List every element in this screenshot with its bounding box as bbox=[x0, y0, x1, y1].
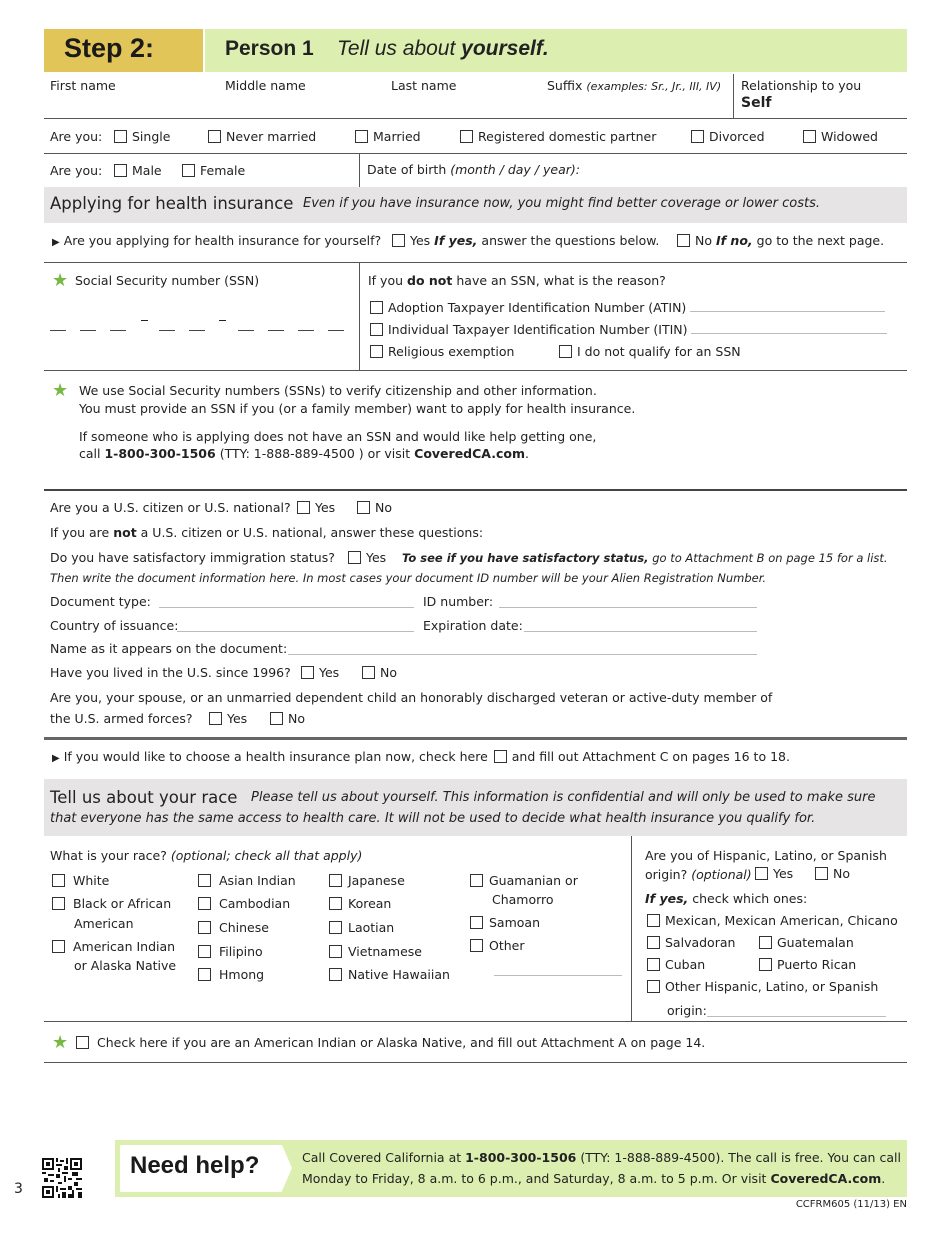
need-help-arrow bbox=[282, 1145, 292, 1191]
help-period: . bbox=[881, 1171, 886, 1186]
if-no-text: If no, bbox=[715, 233, 753, 248]
single-label: Single bbox=[132, 129, 171, 144]
veteran-no-checkbox[interactable] bbox=[270, 712, 283, 725]
korean-checkbox[interactable] bbox=[329, 897, 342, 910]
divorced-label: Divorced bbox=[709, 129, 765, 144]
if-no-rest: go to the next page. bbox=[756, 233, 885, 248]
hispanic-salvadoran[interactable] bbox=[647, 935, 735, 950]
marital-single[interactable] bbox=[114, 129, 170, 144]
domestic-partner-checkbox[interactable] bbox=[460, 130, 473, 143]
suffix-text: Suffix bbox=[547, 78, 583, 93]
applying-no-label: No bbox=[695, 233, 712, 248]
atin-option[interactable] bbox=[370, 300, 885, 315]
female-checkbox[interactable] bbox=[182, 164, 195, 177]
race-question bbox=[50, 848, 362, 863]
need-help-label: Need help? bbox=[130, 1152, 260, 1179]
race-chinese[interactable] bbox=[198, 920, 269, 935]
marital-divorced[interactable] bbox=[691, 129, 765, 144]
step-label: Step 2: bbox=[64, 33, 155, 63]
veteran-yes[interactable] bbox=[209, 711, 247, 726]
hispanic-yes-checkbox[interactable] bbox=[755, 867, 768, 880]
help-phone: 1-800-300-1506 bbox=[465, 1150, 577, 1165]
race-black-2: American bbox=[74, 916, 134, 931]
citizen-yes-checkbox[interactable] bbox=[297, 501, 310, 514]
dob-text: Date of birth bbox=[367, 162, 447, 177]
never-married-label: Never married bbox=[226, 129, 317, 144]
veteran-yes-checkbox[interactable] bbox=[209, 712, 222, 725]
lived-question: Have you lived in the U.S. since 1996? bbox=[50, 665, 291, 680]
immigration-yes-label: Yes bbox=[366, 550, 387, 565]
star-icon: ★ bbox=[52, 380, 69, 401]
period: . bbox=[524, 446, 529, 461]
laotian-label: Laotian bbox=[348, 920, 395, 935]
veteran-no-label: No bbox=[288, 711, 305, 726]
q2-post: a U.S. citizen or U.S. national, answer these questions: bbox=[140, 525, 484, 540]
person-subtitle bbox=[337, 37, 549, 61]
citizen-yes-label: Yes bbox=[315, 500, 336, 515]
doc-type-field[interactable] bbox=[50, 594, 151, 609]
salvadoran-checkbox[interactable] bbox=[647, 936, 660, 949]
tell-text: Tell us about bbox=[337, 37, 456, 60]
race-question-text: What is your race? bbox=[50, 848, 167, 863]
ssn-label: Social Security number (SSN) bbox=[75, 273, 260, 288]
marital-domestic-partner[interactable] bbox=[460, 129, 656, 144]
widowed-label: Widowed bbox=[821, 129, 878, 144]
dob-label bbox=[367, 162, 580, 177]
asian-indian-label: Asian Indian bbox=[219, 873, 296, 888]
person-label: Person 1 bbox=[225, 37, 314, 60]
single-checkbox[interactable] bbox=[114, 130, 127, 143]
immigration-see bbox=[402, 551, 888, 565]
reason-pre: If you bbox=[368, 273, 404, 288]
help-hours: Monday to Friday, 8 a.m. to 6 p.m., and Saturday, 8 a.m. to 5 p.m. Or visit bbox=[302, 1171, 767, 1186]
name-doc-label: Name as it appears on the document: bbox=[50, 641, 288, 656]
divorced-checkbox[interactable] bbox=[691, 130, 704, 143]
male-label: Male bbox=[132, 163, 162, 178]
asian-indian-checkbox[interactable] bbox=[198, 874, 211, 887]
atin-checkbox[interactable] bbox=[370, 301, 383, 314]
race-black[interactable] bbox=[52, 896, 171, 911]
itin-input[interactable] bbox=[691, 333, 887, 334]
vietnamese-checkbox[interactable] bbox=[329, 945, 342, 958]
widowed-checkbox[interactable] bbox=[803, 130, 816, 143]
doc-type-input[interactable] bbox=[159, 594, 414, 608]
native-hawaiian-label: Native Hawaiian bbox=[348, 967, 450, 982]
star-icon: ★ bbox=[52, 270, 69, 291]
itin-checkbox[interactable] bbox=[370, 323, 383, 336]
veteran-yes-label: Yes bbox=[227, 711, 248, 726]
applying-title: Applying for health insurance bbox=[50, 194, 294, 213]
citizen-no[interactable] bbox=[357, 500, 392, 515]
male-checkbox[interactable] bbox=[114, 164, 127, 177]
cambodian-label: Cambodian bbox=[219, 896, 291, 911]
race-asian-indian[interactable] bbox=[198, 873, 296, 888]
other-hispanic-label: Other Hispanic, Latino, or Spanish bbox=[665, 979, 879, 994]
black-checkbox[interactable] bbox=[52, 897, 65, 910]
relationship-value: Self bbox=[741, 95, 772, 111]
hispanic-origin: origin? bbox=[645, 867, 688, 882]
person-header bbox=[205, 29, 907, 72]
guamanian-label: Guamanian or bbox=[489, 873, 578, 888]
race-aian[interactable] bbox=[52, 939, 175, 954]
ssn-note-line1: We use Social Security numbers (SSNs) to verify citizenship and other information. bbox=[79, 383, 597, 398]
black-label: Black or African bbox=[73, 896, 172, 911]
aian-attachment-checkbox[interactable] bbox=[76, 1036, 89, 1049]
citizen-question: Are you a U.S. citizen or U.S. national? bbox=[50, 500, 291, 515]
guamanian-checkbox[interactable] bbox=[470, 874, 483, 887]
hispanic-origin-label: origin: bbox=[667, 1003, 707, 1018]
lived-no-label: No bbox=[380, 665, 397, 680]
cuban-label: Cuban bbox=[665, 957, 706, 972]
filipino-checkbox[interactable] bbox=[198, 945, 211, 958]
see-status: To see if you have satisfactory status, bbox=[402, 551, 649, 565]
form-id: CCFRM605 (11/13) EN bbox=[795, 1199, 907, 1210]
mexican-label: Mexican, Mexican American, Chicano bbox=[665, 913, 898, 928]
veteran-question-line2: the U.S. armed forces? bbox=[50, 711, 193, 726]
site-link[interactable]: CoveredCA.com bbox=[414, 446, 525, 461]
guatemalan-checkbox[interactable] bbox=[759, 936, 772, 949]
plan-post: and fill out Attachment C on pages 16 to 18. bbox=[511, 749, 790, 764]
samoan-label: Samoan bbox=[489, 915, 541, 930]
lived-no-checkbox[interactable] bbox=[362, 666, 375, 679]
religious-label: Religious exemption bbox=[388, 344, 515, 359]
plan-row bbox=[52, 749, 790, 764]
suffix-label bbox=[547, 78, 721, 93]
lived-yes-label: Yes bbox=[319, 665, 340, 680]
veteran-question-line1: Are you, your spouse, or an unmarried dependent child an honorably discharged veteran or active-duty member of bbox=[50, 690, 773, 705]
hispanic-no-label: No bbox=[833, 866, 850, 881]
help-text-line1 bbox=[302, 1150, 901, 1165]
lived-yes-checkbox[interactable] bbox=[301, 666, 314, 679]
atin-input[interactable] bbox=[690, 311, 885, 312]
mexican-checkbox[interactable] bbox=[647, 914, 660, 927]
race-aian-2: or Alaska Native bbox=[74, 958, 177, 973]
star-icon: ★ bbox=[52, 1032, 69, 1053]
see-status-rest: go to Attachment B on page 15 for a list. bbox=[652, 551, 888, 565]
qr-code-icon bbox=[42, 1158, 82, 1198]
puerto-rican-checkbox[interactable] bbox=[759, 958, 772, 971]
relationship-label: Relationship to you bbox=[741, 78, 862, 93]
hispanic-no-checkbox[interactable] bbox=[815, 867, 828, 880]
applying-no-checkbox[interactable] bbox=[677, 234, 690, 247]
itin-label: Individual Taxpayer Identification Number (ITIN) bbox=[388, 322, 688, 337]
japanese-checkbox[interactable] bbox=[329, 874, 342, 887]
race-other[interactable] bbox=[470, 938, 525, 953]
citizen-no-label: No bbox=[375, 500, 392, 515]
domestic-partner-label: Registered domestic partner bbox=[478, 129, 657, 144]
chinese-label: Chinese bbox=[219, 920, 269, 935]
hmong-label: Hmong bbox=[219, 967, 265, 982]
triangle-icon: ▶ bbox=[52, 753, 60, 764]
religious-checkbox[interactable] bbox=[370, 345, 383, 358]
itin-option[interactable] bbox=[370, 322, 887, 337]
help-text-line2 bbox=[302, 1171, 885, 1186]
plan-checkbox[interactable] bbox=[494, 750, 507, 763]
triangle-icon: ▶ bbox=[52, 237, 60, 248]
samoan-checkbox[interactable] bbox=[470, 916, 483, 929]
hispanic-question-1: Are you of Hispanic, Latino, or Spanish bbox=[645, 848, 887, 863]
race-guamanian[interactable] bbox=[470, 873, 578, 888]
atin-label: Adoption Taxpayer Identification Number (ATIN) bbox=[388, 300, 687, 315]
applying-yes-label: Yes bbox=[410, 233, 431, 248]
country-label: Country of issuance: bbox=[50, 618, 179, 633]
not-qualify-checkbox[interactable] bbox=[559, 345, 572, 358]
applying-yes[interactable] bbox=[392, 233, 659, 248]
ssn-note-line3: If someone who is applying does not have an SSN and would like help getting one, bbox=[79, 429, 597, 444]
call-text: call bbox=[79, 446, 101, 461]
doc-type-label: Document type: bbox=[50, 594, 151, 609]
hispanic-question-2 bbox=[645, 867, 752, 882]
race-guamanian-2: Chamorro bbox=[492, 892, 554, 907]
citizen-no-checkbox[interactable] bbox=[357, 501, 370, 514]
id-number-label: ID number: bbox=[423, 594, 494, 609]
veteran-no[interactable] bbox=[270, 711, 305, 726]
race-title: Tell us about your race bbox=[50, 788, 238, 807]
race-japanese[interactable] bbox=[329, 873, 405, 888]
applying-no[interactable] bbox=[677, 233, 884, 248]
salvadoran-label: Salvadoran bbox=[665, 935, 736, 950]
race-samoan[interactable] bbox=[470, 915, 540, 930]
hispanic-if-yes bbox=[645, 891, 807, 906]
marital-label: Are you: bbox=[50, 129, 103, 144]
first-name-label: First name bbox=[50, 78, 116, 93]
if-yes-text: If yes, bbox=[434, 233, 478, 248]
race-question-hint: (optional; check all that apply) bbox=[170, 848, 363, 863]
hispanic-puerto-rican[interactable] bbox=[759, 957, 856, 972]
dob-hint: (month / day / year): bbox=[450, 162, 580, 177]
marital-married[interactable] bbox=[355, 129, 421, 144]
marital-never-married[interactable] bbox=[208, 129, 316, 144]
married-label: Married bbox=[373, 129, 421, 144]
hispanic-other[interactable] bbox=[647, 979, 878, 994]
puerto-rican-label: Puerto Rican bbox=[777, 957, 857, 972]
chinese-checkbox[interactable] bbox=[198, 921, 211, 934]
hispanic-origin-input[interactable] bbox=[707, 1003, 886, 1017]
middle-name-label: Middle name bbox=[225, 78, 306, 93]
race-vietnamese[interactable] bbox=[329, 944, 422, 959]
other-race-input[interactable] bbox=[494, 962, 622, 976]
aian-checkbox[interactable] bbox=[52, 940, 65, 953]
hmong-checkbox[interactable] bbox=[198, 968, 211, 981]
other-hispanic-checkbox[interactable] bbox=[647, 980, 660, 993]
q2-bold: not bbox=[113, 525, 137, 540]
native-hawaiian-checkbox[interactable] bbox=[329, 968, 342, 981]
race-laotian[interactable] bbox=[329, 920, 394, 935]
not-qualify-option[interactable] bbox=[559, 344, 741, 359]
other-race-label: Other bbox=[489, 938, 525, 953]
cuban-checkbox[interactable] bbox=[647, 958, 660, 971]
japanese-label: Japanese bbox=[348, 873, 405, 888]
race-hmong[interactable] bbox=[198, 967, 264, 982]
hispanic-if-yes-rest: check which ones: bbox=[692, 891, 808, 906]
id-number-input[interactable] bbox=[499, 594, 757, 608]
aian-attachment[interactable] bbox=[76, 1035, 705, 1050]
ssn-note-line4 bbox=[79, 446, 529, 461]
race-native-hawaiian[interactable] bbox=[329, 967, 450, 982]
applying-question: Are you applying for health insurance for yourself? bbox=[63, 233, 382, 248]
step-badge bbox=[44, 29, 203, 72]
other-race-checkbox[interactable] bbox=[470, 939, 483, 952]
race-filipino[interactable] bbox=[198, 944, 263, 959]
filipino-label: Filipino bbox=[219, 944, 263, 959]
page-number: 3 bbox=[14, 1181, 23, 1197]
ssn-reason-question bbox=[368, 273, 666, 288]
yourself-text: yourself. bbox=[461, 37, 549, 60]
hispanic-mexican[interactable] bbox=[647, 913, 898, 928]
expiration-input[interactable] bbox=[524, 618, 757, 632]
reason-post: have an SSN, what is the reason? bbox=[456, 273, 666, 288]
immigration-question: Do you have satisfactory immigration status? bbox=[50, 550, 335, 565]
marital-widowed[interactable] bbox=[803, 129, 878, 144]
sex-female[interactable] bbox=[182, 163, 245, 178]
race-white[interactable] bbox=[52, 873, 109, 888]
hispanic-guatemalan[interactable] bbox=[759, 935, 854, 950]
sex-label: Are you: bbox=[50, 163, 103, 178]
reason-bold: do not bbox=[407, 273, 453, 288]
applying-yes-checkbox[interactable] bbox=[392, 234, 405, 247]
call-post: (TTY: 1-888-889-4500). The call is free. You can call bbox=[580, 1150, 901, 1165]
immigration-doc-note: Then write the document information here. In most cases your document ID number will be your Alien Registration Number. bbox=[50, 571, 767, 585]
ssn-note-line2: You must provide an SSN if you (or a family member) want to apply for health insurance. bbox=[79, 401, 636, 416]
q2-pre: If you are bbox=[50, 525, 110, 540]
applying-subtitle: Even if you have insurance now, you might find better coverage or lower costs. bbox=[303, 196, 821, 211]
hispanic-yes-label: Yes bbox=[773, 866, 794, 881]
phone-number: 1-800-300-1506 bbox=[104, 446, 216, 461]
help-site-link[interactable]: CoveredCA.com bbox=[770, 1171, 882, 1186]
lived-no[interactable] bbox=[362, 665, 397, 680]
last-name-label: Last name bbox=[391, 78, 457, 93]
hispanic-cuban[interactable] bbox=[647, 957, 705, 972]
hispanic-yes[interactable] bbox=[755, 866, 793, 881]
race-subtitle-1: Please tell us about yourself. This information is confidential and will only be used to make sure bbox=[251, 790, 876, 805]
vietnamese-label: Vietnamese bbox=[348, 944, 422, 959]
plan-pre: If you would like to choose a health insurance plan now, check here bbox=[63, 749, 488, 764]
race-korean[interactable] bbox=[329, 896, 391, 911]
name-doc-input[interactable] bbox=[288, 641, 757, 655]
aian-attachment-label: Check here if you are an American Indian or Alaska Native, and fill out Attachment A on page 14. bbox=[97, 1035, 706, 1050]
hispanic-no[interactable] bbox=[815, 866, 850, 881]
hispanic-hint: (optional) bbox=[691, 867, 752, 882]
applying-question-row bbox=[52, 233, 381, 248]
laotian-checkbox[interactable] bbox=[329, 921, 342, 934]
religious-option[interactable] bbox=[370, 344, 514, 359]
aian-label: American Indian bbox=[73, 939, 176, 954]
hispanic-if-yes-bold: If yes, bbox=[645, 891, 689, 906]
immigration-yes-checkbox[interactable] bbox=[348, 551, 361, 564]
not-citizen-note bbox=[50, 525, 483, 540]
citizen-yes[interactable] bbox=[297, 500, 335, 515]
if-yes-rest: answer the questions below. bbox=[481, 233, 660, 248]
immigration-yes[interactable] bbox=[348, 550, 386, 565]
guatemalan-label: Guatemalan bbox=[777, 935, 854, 950]
country-input[interactable] bbox=[177, 618, 414, 632]
race-subtitle-2: that everyone has the same access to health care. It will not be used to decide what health insurance you qualify for. bbox=[50, 811, 816, 826]
call-pre: Call Covered California at bbox=[302, 1150, 462, 1165]
expiration-label: Expiration date: bbox=[423, 618, 523, 633]
sex-male[interactable] bbox=[114, 163, 162, 178]
married-checkbox[interactable] bbox=[355, 130, 368, 143]
white-checkbox[interactable] bbox=[52, 874, 65, 887]
white-label: White bbox=[73, 873, 110, 888]
race-cambodian[interactable] bbox=[198, 896, 290, 911]
tty-text: (TTY: 1-888-889-4500 ) or visit bbox=[219, 446, 411, 461]
cambodian-checkbox[interactable] bbox=[198, 897, 211, 910]
lived-yes[interactable] bbox=[301, 665, 339, 680]
not-qualify-label: I do not qualify for an SSN bbox=[577, 344, 741, 359]
korean-label: Korean bbox=[348, 896, 392, 911]
suffix-examples: (examples: Sr., Jr., III, IV) bbox=[586, 80, 722, 93]
female-label: Female bbox=[200, 163, 246, 178]
never-married-checkbox[interactable] bbox=[208, 130, 221, 143]
